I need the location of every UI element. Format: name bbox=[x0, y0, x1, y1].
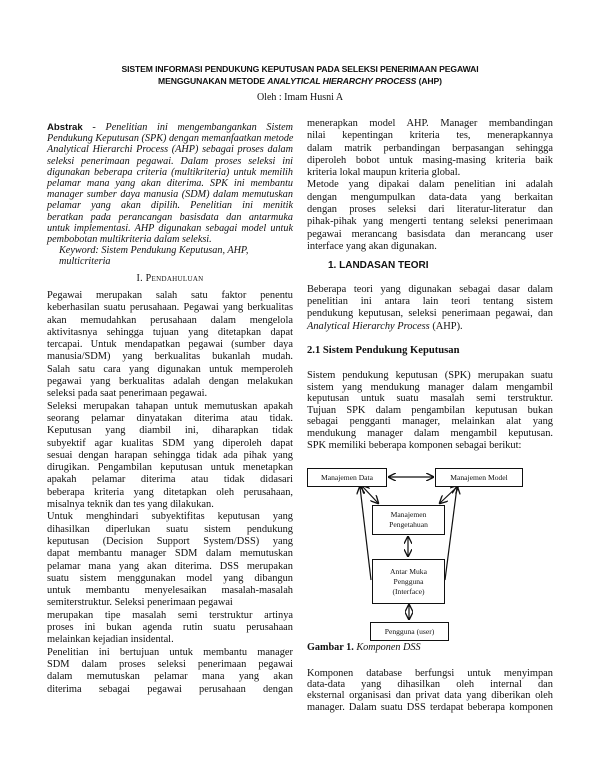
text-line: interface yang akan digunakan. bbox=[307, 240, 437, 252]
subsection-heading-spk: 2.1 Sistem Pendukung Keputusan bbox=[307, 345, 460, 356]
label: Pengguna bbox=[393, 576, 424, 586]
text-line: seleksi penerimaan pegawai. Dalam proses seleksi ini bbox=[47, 155, 293, 167]
text-line: dihasilkan diperlukan suatu sistem pendukung bbox=[47, 523, 293, 535]
arrow-antarmuka-model bbox=[445, 487, 457, 580]
title-line-1: SISTEM INFORMASI PENDUKUNG KEPUTUSAN PADA SELEKSI PENERIMAAN PEGAWAI bbox=[121, 64, 479, 74]
paragraph bbox=[47, 647, 293, 696]
text-line: untuk membantu menyelesaikan masalah-masalah bbox=[47, 585, 293, 597]
text-line: Untuk menghindari subyektifitas keputusan yang bbox=[47, 511, 293, 523]
paragraph bbox=[307, 179, 553, 253]
title-line-2 bbox=[40, 76, 560, 86]
right-intro bbox=[307, 118, 553, 253]
paragraph bbox=[307, 284, 553, 321]
keywords: Keyword: Sistem Pendukung Keputusan, AHP, multicriteria bbox=[59, 245, 249, 268]
paragraph bbox=[307, 118, 553, 179]
text-line: dengan proses seleksi dari literatur-literatur dan bbox=[307, 204, 553, 216]
text-line: dengan mengumpulkan data-data yang berkaitan bbox=[307, 191, 553, 203]
text-line: manager. Dalam suatu DSS terdapat beberapa komponen bbox=[307, 701, 553, 713]
text-line: melainkan kejadian insidental. bbox=[47, 634, 174, 646]
label: Manajemen bbox=[390, 510, 427, 519]
text-line: sistem yang mendukung manager dalam mengambil bbox=[307, 381, 553, 393]
text-line: penelitian ini antara lain teori tentang sistem bbox=[307, 296, 553, 308]
text-line: akan memudahkan perusahaan dalam mengelola bbox=[47, 314, 293, 326]
spk-body bbox=[307, 370, 553, 451]
text-line: apakah pelamar diterima atau tidak didasari bbox=[47, 474, 293, 486]
box-manajemen-model: Manajemen Model bbox=[435, 468, 523, 487]
paper-title bbox=[40, 64, 560, 86]
text-line: Pegawai merupakan salah satu faktor penentu bbox=[47, 290, 293, 301]
text-line: pelamar yang akan dipilih. Penelitian ini menitik bbox=[47, 200, 293, 212]
paragraph bbox=[47, 511, 293, 609]
paragraph-last-line bbox=[307, 321, 553, 333]
abstract-line bbox=[47, 122, 293, 133]
text-line: Komponen database berfungsi untuk menyimpan bbox=[307, 668, 553, 679]
text-line: untuk implementasi. AHP digunakan sebagai model untuk bbox=[47, 222, 293, 234]
box-manajemen-data: Manajemen Data bbox=[307, 468, 387, 487]
text-line: keputusan (Decision Support System/DSS) yang bbox=[47, 535, 293, 547]
ahp-suffix: (AHP). bbox=[429, 320, 463, 332]
text-line: Seleksi merupakan tahapan untuk memutuskan apakah bbox=[47, 400, 293, 412]
title-suffix: (AHP) bbox=[416, 76, 442, 86]
text-line: dapat membantu manager SDM dalam memutuskan bbox=[47, 548, 293, 560]
text-line: pihak-pihak yang mengerti tentang seleksi penerimaan bbox=[307, 216, 553, 228]
text-line: Analytical Hierarchi Process (AHP) sebagai proses dalam bbox=[47, 144, 293, 156]
text-line: Metode yang dipakai dalam penelitian ini adalah bbox=[307, 179, 553, 191]
text-line: dalam memutuskan pelamar mana yang akan bbox=[47, 671, 293, 683]
text-line: Sistem pendukung keputusan (SPK) merupakan suatu bbox=[307, 370, 553, 381]
paragraph bbox=[307, 668, 553, 713]
label: (Interface) bbox=[392, 586, 425, 596]
text-line: seleksi pada saat penerimaan pegawai. bbox=[47, 388, 208, 400]
text-line: beratkan pada perancangan basisdata dan antarmuka bbox=[47, 211, 293, 223]
paragraph bbox=[307, 370, 553, 451]
text-line: menerapkan model AHP. Manager membandingan bbox=[307, 118, 553, 129]
text-line: pegawai merancang basisdata dan merancang user bbox=[307, 228, 553, 240]
komponen-body bbox=[307, 668, 553, 713]
text-line: merupakan tipe masalah semi terstruktur artinya bbox=[47, 609, 293, 621]
abstract-text: - Penelitian ini mengembangankan Sistem bbox=[82, 122, 293, 133]
text-line: manusia/SDM) yang berkualitas bukanlah mudah. bbox=[47, 351, 293, 363]
section-heading-pendahuluan: I. Pendahuluan bbox=[136, 273, 204, 284]
text-line: pendukung keputusan, seleksi penerimaan pegawai, dan bbox=[307, 308, 553, 320]
text-line: keputusan untuk suatu masalah semi terstruktur. bbox=[307, 393, 553, 405]
abstract bbox=[47, 122, 293, 268]
paragraph bbox=[47, 610, 293, 647]
arrow-antarmuka-data bbox=[360, 487, 371, 580]
text-line: Pendukung Keputusan (SPK) dengan memanfaatkan metode bbox=[47, 133, 294, 145]
ahp-italic: Analytical Hierarchy Process bbox=[307, 320, 430, 332]
dss-components-diagram bbox=[300, 455, 560, 645]
text-line: data-data yang dihasilkan oleh internal dan bbox=[307, 679, 553, 691]
text-line: eksternal organisasi dan privat data yang diberikan oleh bbox=[307, 690, 553, 702]
text-line: sebagai pengganti manager, melainkan alat yang bbox=[307, 416, 553, 428]
text-line: dirugikan. Pengambilan keputusan untuk menetapkan bbox=[47, 462, 293, 474]
text-line: SDM dalam proses seleksi penerimaan pegawai bbox=[47, 658, 293, 670]
text-line: tercapai. Untuk mendapatkan pegawai (sumber daya bbox=[47, 339, 293, 351]
caption-text: Komponen DSS bbox=[356, 642, 421, 653]
text-line: diterima sebagai pegawai perusahaan dengan bbox=[47, 683, 293, 695]
arrow-data-pengetahuan bbox=[362, 486, 378, 503]
text-line: Beberapa teori yang digunakan sebagai dasar dalam bbox=[307, 284, 553, 295]
text-line: Salah satu cara yang digunakan untuk memperoleh bbox=[47, 363, 293, 375]
box-manajemen-pengetahuan bbox=[372, 505, 445, 535]
title-prefix: MENGGUNAKAN METODE bbox=[158, 76, 268, 86]
text-line: misalnya teknik dan tes yang dilakukan. bbox=[47, 499, 214, 511]
box-antar-muka-pengguna bbox=[372, 559, 445, 604]
text-line: semiterstruktur. Seleksi penerimaan pegawai bbox=[47, 597, 233, 609]
text-line: keberhasilan suatu perusahaan. Pegawai yang berkualitas bbox=[47, 302, 293, 314]
text-line: pegawai yang berkualitas adalah dengan melakukan bbox=[47, 376, 293, 388]
pendahuluan-body bbox=[47, 290, 293, 696]
text-line: aktivitasnya sehingga tujuan yang ditetapkan dapat bbox=[47, 326, 293, 338]
text-line: nilai kepentingan kriteria tes, menerapkannya bbox=[307, 130, 553, 142]
text-line: seorang pelamar dinyatakan diterima atau tidak. bbox=[47, 412, 293, 424]
text-line: Tujuan SPK dalam pengambilan keputusan bukan bbox=[307, 404, 553, 416]
text-line: manager sumber daya manusia (SDM) dalam memutuskan bbox=[47, 189, 293, 201]
text-line: sesuai dengan harapan sehingga tidak ada pihak yang bbox=[47, 449, 293, 461]
text-line: digunakan beberapa criteria (multikriteria) untuk memilih bbox=[47, 166, 293, 178]
author: Oleh : Imam Husni A bbox=[256, 92, 344, 103]
landasan-body bbox=[307, 284, 553, 333]
text-line: dalam matrik perbandingan berpasangan sehingga bbox=[307, 142, 553, 154]
text-line: diperoleh bobot untuk masing-masing kriteria baik bbox=[307, 154, 553, 166]
label: Antar Muka bbox=[390, 566, 427, 576]
section-heading-landasan: 1. LANDASAN TEORI bbox=[328, 260, 429, 271]
text-line: suatu sistem menggunakan model yang dibangun bbox=[47, 572, 293, 584]
text-line: Keputusan yang diambil ini, diharapkan tidak bbox=[47, 425, 293, 437]
label: Pengetahuan bbox=[389, 520, 428, 529]
text-line: kriteria lokal maupun kriteria global. bbox=[307, 167, 461, 179]
title-italic: ANALYTICAL HIERARCHY PROCESS bbox=[267, 76, 417, 86]
text-line: pembobotan multikriteria dalam seleksi. bbox=[47, 234, 212, 246]
abstract-body bbox=[47, 133, 293, 245]
paragraph bbox=[47, 401, 293, 512]
text-line: pelamar mana yang akan diterima. DSS merupakan bbox=[47, 560, 293, 572]
abstract-label: Abstrak bbox=[47, 122, 83, 133]
text-line: Penelitian ini bertujuan untuk membantu manager bbox=[47, 646, 293, 658]
figure-caption bbox=[307, 642, 421, 653]
text-line: pelamar mana yang akan diterima. SPK ini membantu bbox=[47, 178, 293, 190]
text-line: mendukung manager dalam mengambil keputusan. bbox=[307, 427, 553, 439]
text-line: proses ini bukan agenda rutin suatu perusahaan bbox=[47, 622, 293, 634]
box-pengguna: Pengguna (user) bbox=[370, 622, 449, 641]
text-line: SPK memiliki beberapa komponen sebagai berikut: bbox=[307, 439, 522, 451]
paragraph bbox=[47, 290, 293, 401]
text-line: subyektif agar kualitas SDM yang diperoleh dapat bbox=[47, 437, 293, 449]
text-line: beberapa kriteria yang ditetapkan oleh perusahaan, bbox=[47, 486, 293, 498]
caption-label: Gambar 1. bbox=[307, 642, 354, 653]
